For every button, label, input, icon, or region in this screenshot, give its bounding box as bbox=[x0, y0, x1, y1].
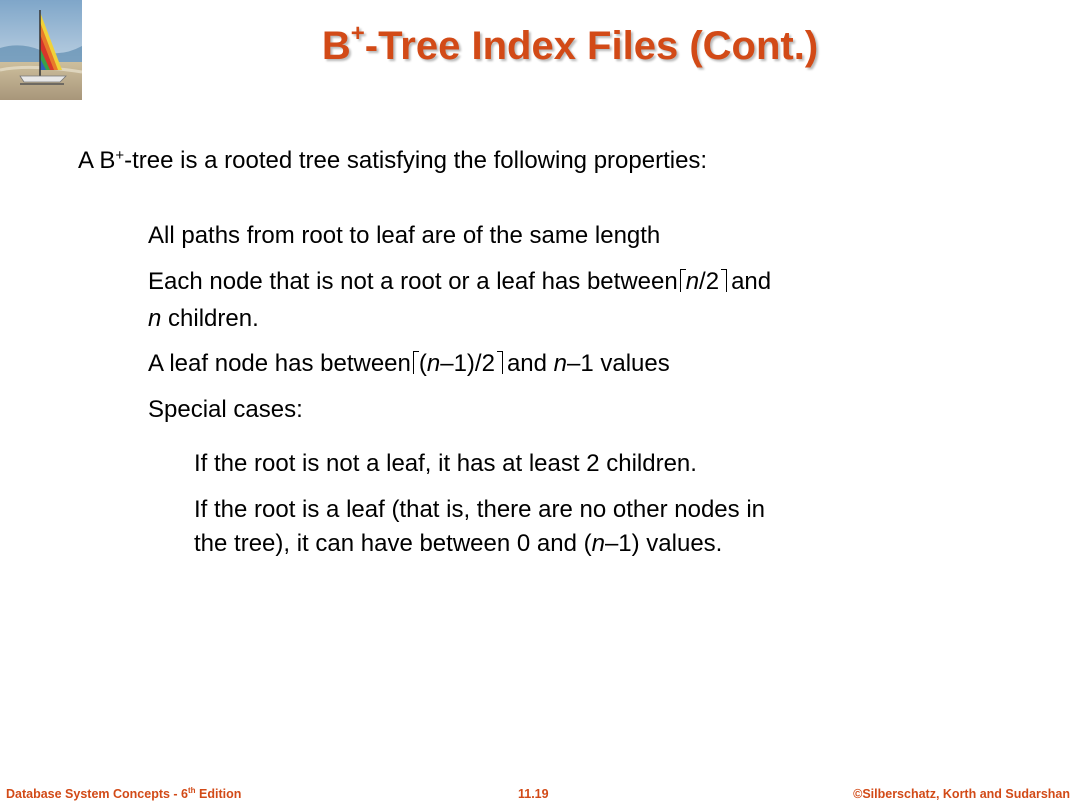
bullet-internal-text-b: and bbox=[731, 268, 772, 295]
intro-superscript: + bbox=[115, 147, 125, 164]
bullet-leaf-text-a: A leaf node has between bbox=[148, 350, 411, 377]
leaf-ceiling-expression bbox=[411, 350, 499, 378]
leaf-ceiling-open: ( bbox=[418, 350, 427, 377]
intro-line bbox=[78, 147, 707, 175]
sub-bullet-nonleaf-root bbox=[194, 450, 697, 478]
intro-text-a: A B bbox=[78, 147, 116, 174]
bullet-internal-text-a: Each node that is not a root or a leaf has between bbox=[148, 268, 678, 295]
bullet-leaf-variable: n bbox=[553, 350, 568, 377]
ceiling-variable: n bbox=[685, 268, 700, 295]
bullet-paths bbox=[148, 222, 660, 250]
sub-bullet-nonleaf-text: If the root is not a leaf, it has at least 2 children. bbox=[194, 450, 697, 477]
title-rest: -Tree Index Files (Cont.) bbox=[364, 24, 819, 68]
bullet-special-cases bbox=[148, 396, 303, 424]
sub-bullet-leaf-root-line2 bbox=[194, 530, 722, 558]
bullet-leaf-text-c: –1 values bbox=[567, 350, 670, 377]
footer-slide-number bbox=[518, 787, 549, 801]
footer-left-b: Edition bbox=[195, 787, 242, 801]
footer-copyright bbox=[853, 787, 1070, 801]
sub-bullet-leaf-variable: n bbox=[591, 530, 605, 557]
bullet-internal-text-c: children. bbox=[161, 305, 259, 332]
title-prefix: B bbox=[321, 24, 351, 68]
footer-left-a: Database System Concepts - 6 bbox=[6, 787, 189, 801]
sub-bullet-leaf-text-a: the tree), it can have between 0 and ( bbox=[194, 530, 592, 557]
sub-bullet-leaf-root bbox=[194, 496, 765, 524]
intro-text-rest: -tree is a rooted tree satisfying the following properties: bbox=[124, 147, 708, 174]
footer-book-title bbox=[6, 787, 241, 801]
footer-center-text: 11.19 bbox=[518, 787, 549, 801]
footer-right-text: ©Silberschatz, Korth and Sudarshan bbox=[853, 787, 1070, 801]
bullet-special-text: Special cases: bbox=[148, 396, 303, 423]
title-superscript: + bbox=[350, 20, 365, 47]
bullet-internal-node-line2 bbox=[148, 305, 259, 333]
ceiling-rest: /2 bbox=[699, 268, 720, 295]
sub-bullet-leaf-text-line1: If the root is a leaf (that is, there are no other nodes in bbox=[194, 496, 765, 523]
slide-title bbox=[0, 20, 1080, 69]
bullet-internal-variable: n bbox=[148, 305, 162, 332]
leaf-ceiling-variable: n bbox=[426, 350, 441, 377]
bullet-paths-text: All paths from root to leaf are of the same length bbox=[148, 222, 661, 249]
bullet-internal-node bbox=[148, 268, 771, 296]
footer-left-superscript: th bbox=[188, 786, 196, 795]
sub-bullet-leaf-text-b: –1) values. bbox=[604, 530, 723, 557]
bullet-leaf-node bbox=[148, 350, 670, 378]
bullet-leaf-text-b: and bbox=[506, 350, 554, 377]
ceiling-expression bbox=[678, 268, 723, 296]
leaf-ceiling-rest: –1)/2 bbox=[440, 350, 495, 377]
